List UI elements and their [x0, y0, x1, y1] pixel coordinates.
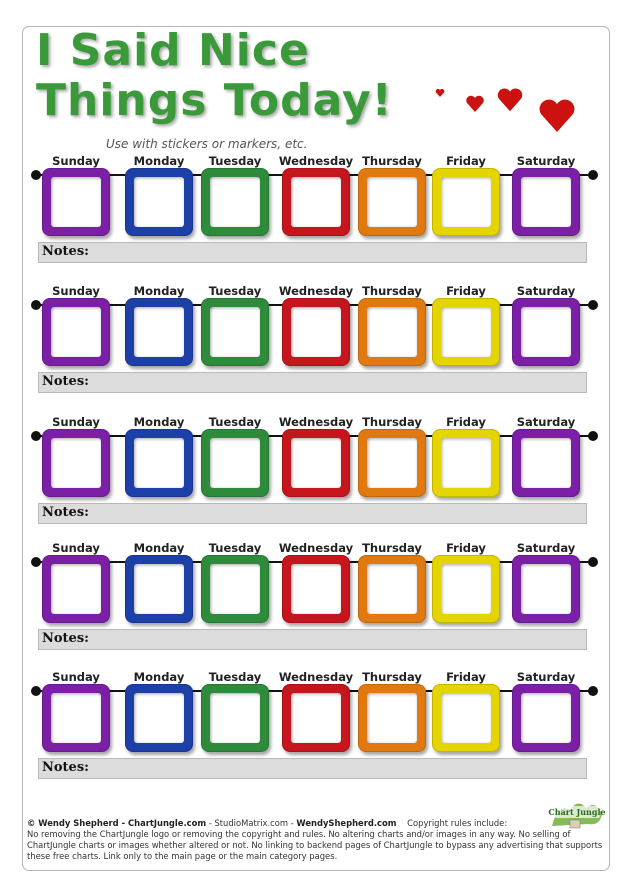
day-label-saturday: Saturday: [516, 541, 576, 555]
day-label-sunday: Sunday: [52, 541, 100, 555]
week-row: [0, 154, 631, 274]
day-label-saturday: Saturday: [516, 154, 576, 168]
footer-credits: [27, 818, 607, 829]
day-label-tuesday: Tuesday: [208, 415, 262, 429]
sticker-box-sunday[interactable]: [42, 555, 110, 623]
sticker-box-monday[interactable]: [125, 555, 193, 623]
day-label-wednesday: Wednesday: [278, 154, 354, 168]
notes-label: Notes:: [42, 631, 89, 646]
footer-rules-intro: Copyright rules include:: [407, 818, 508, 828]
sticker-box-thursday[interactable]: [358, 555, 426, 623]
heart-icon-medium: [496, 86, 524, 114]
sticker-box-sunday[interactable]: [42, 684, 110, 752]
day-label-monday: Monday: [133, 415, 185, 429]
sticker-box-saturday[interactable]: [512, 168, 580, 236]
sticker-box-friday[interactable]: [432, 555, 500, 623]
notes-label: Notes:: [42, 505, 89, 520]
notes-field[interactable]: [38, 503, 587, 524]
day-label-thursday: Thursday: [362, 154, 422, 168]
sticker-box-tuesday[interactable]: [201, 168, 269, 236]
notes-label: Notes:: [42, 374, 89, 389]
heart-icon-tiny: [435, 88, 445, 98]
day-label-tuesday: Tuesday: [208, 284, 262, 298]
day-label-thursday: Thursday: [362, 670, 422, 684]
day-label-saturday: Saturday: [516, 670, 576, 684]
sticker-box-saturday[interactable]: [512, 555, 580, 623]
sticker-box-friday[interactable]: [432, 429, 500, 497]
sticker-box-friday[interactable]: [432, 298, 500, 366]
day-label-friday: Friday: [446, 541, 486, 555]
sticker-box-monday[interactable]: [125, 684, 193, 752]
day-label-tuesday: Tuesday: [208, 154, 262, 168]
sticker-box-thursday[interactable]: [358, 429, 426, 497]
week-row: [0, 284, 631, 404]
string-end-right: [588, 686, 598, 696]
sticker-box-wednesday[interactable]: [282, 168, 350, 236]
day-label-thursday: Thursday: [362, 541, 422, 555]
sticker-box-thursday[interactable]: [358, 168, 426, 236]
day-label-sunday: Sunday: [52, 415, 100, 429]
sticker-box-monday[interactable]: [125, 429, 193, 497]
logo-text: Chart Jungle: [548, 807, 606, 817]
day-label-friday: Friday: [446, 154, 486, 168]
sticker-box-tuesday[interactable]: [201, 298, 269, 366]
string-end-right: [588, 431, 598, 441]
sticker-box-friday[interactable]: [432, 684, 500, 752]
day-label-tuesday: Tuesday: [208, 541, 262, 555]
sticker-box-sunday[interactable]: [42, 298, 110, 366]
string-end-right: [588, 170, 598, 180]
day-label-sunday: Sunday: [52, 154, 100, 168]
day-label-sunday: Sunday: [52, 670, 100, 684]
sticker-box-saturday[interactable]: [512, 684, 580, 752]
string-end-left: [31, 300, 41, 310]
notes-label: Notes:: [42, 244, 89, 259]
heart-icon-small: [465, 94, 485, 114]
footer-rules-text: No removing the ChartJungle logo or removing the copyright and rules. No altering charts and/or images in any way. No selling of ChartJungle charts or images whether altered or not. No linking to backend pages of ChartJungle to bypass any advertising that supports these free charts. Link only to the main page or the main category pages.: [27, 829, 603, 861]
sticker-box-wednesday[interactable]: [282, 298, 350, 366]
day-label-wednesday: Wednesday: [278, 670, 354, 684]
day-label-monday: Monday: [133, 670, 185, 684]
sticker-box-thursday[interactable]: [358, 298, 426, 366]
string-end-left: [31, 170, 41, 180]
page-title: [36, 26, 393, 126]
sticker-box-monday[interactable]: [125, 298, 193, 366]
week-row: [0, 541, 631, 661]
notes-label: Notes:: [42, 760, 89, 775]
sticker-box-saturday[interactable]: [512, 429, 580, 497]
sticker-box-tuesday[interactable]: [201, 555, 269, 623]
string-end-left: [31, 686, 41, 696]
sticker-box-sunday[interactable]: [42, 429, 110, 497]
day-label-monday: Monday: [133, 541, 185, 555]
sticker-box-thursday[interactable]: [358, 684, 426, 752]
footer: [27, 818, 607, 862]
sticker-box-saturday[interactable]: [512, 298, 580, 366]
day-label-wednesday: Wednesday: [278, 284, 354, 298]
string-end-right: [588, 300, 598, 310]
day-label-thursday: Thursday: [362, 415, 422, 429]
week-row: [0, 670, 631, 790]
notes-field[interactable]: [38, 758, 587, 779]
day-label-monday: Monday: [133, 154, 185, 168]
day-label-sunday: Sunday: [52, 284, 100, 298]
day-label-friday: Friday: [446, 284, 486, 298]
sticker-box-wednesday[interactable]: [282, 684, 350, 752]
string-end-right: [588, 557, 598, 567]
sticker-box-wednesday[interactable]: [282, 429, 350, 497]
day-label-monday: Monday: [133, 284, 185, 298]
day-label-thursday: Thursday: [362, 284, 422, 298]
day-label-wednesday: Wednesday: [278, 541, 354, 555]
title-line-2: Things Today!: [36, 75, 393, 126]
day-label-tuesday: Tuesday: [208, 670, 262, 684]
footer-credit-3: WendyShepherd.com: [296, 818, 397, 828]
footer-credit-2: - StudioMatrix.com -: [206, 818, 297, 828]
sticker-box-wednesday[interactable]: [282, 555, 350, 623]
string-end-left: [31, 431, 41, 441]
notes-field[interactable]: [38, 629, 587, 650]
sticker-box-tuesday[interactable]: [201, 684, 269, 752]
sticker-box-monday[interactable]: [125, 168, 193, 236]
sticker-box-tuesday[interactable]: [201, 429, 269, 497]
notes-field[interactable]: [38, 372, 587, 393]
heart-icon-large: [537, 96, 577, 136]
sticker-box-sunday[interactable]: [42, 168, 110, 236]
notes-field[interactable]: [38, 242, 587, 263]
day-label-saturday: Saturday: [516, 415, 576, 429]
subtitle: Use with stickers or markers, etc.: [106, 137, 308, 151]
day-label-saturday: Saturday: [516, 284, 576, 298]
string-end-left: [31, 557, 41, 567]
day-label-wednesday: Wednesday: [278, 415, 354, 429]
day-label-friday: Friday: [446, 670, 486, 684]
day-label-friday: Friday: [446, 415, 486, 429]
sticker-box-friday[interactable]: [432, 168, 500, 236]
title-line-1: I Said Nice: [36, 25, 310, 76]
week-row: [0, 415, 631, 535]
footer-credit-1: © Wendy Shepherd - ChartJungle.com: [27, 818, 207, 828]
